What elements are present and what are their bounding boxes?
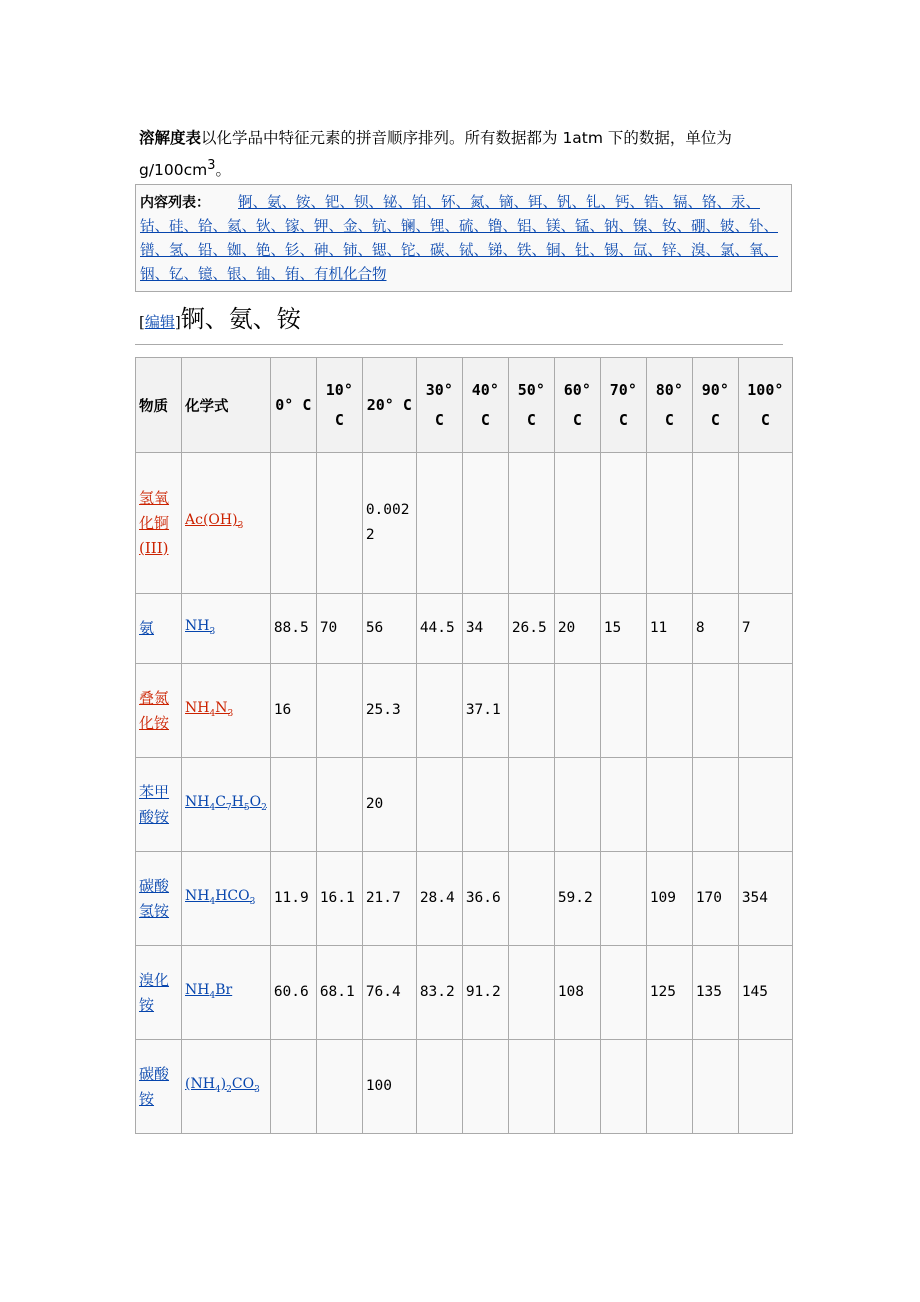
toc-link[interactable]: 锆 [644, 195, 659, 211]
toc-separator: 、 [252, 195, 267, 211]
table-row [136, 852, 793, 946]
value-cell [600, 946, 646, 1040]
col-header-100c: 100° C [738, 358, 792, 453]
toc-link[interactable]: 硅 [169, 219, 184, 235]
intro-text: 以化学品中特征元素的拼音顺序排列。所有数据都为 1atm 下的数据，单位为 g/100cm [139, 129, 732, 180]
toc-separator: 、 [763, 243, 778, 259]
toc-link[interactable]: 硼 [691, 219, 706, 235]
toc-link[interactable]: 铅 [198, 243, 213, 259]
toc-link[interactable]: 铁 [517, 243, 532, 259]
value-cell [646, 664, 692, 758]
value-cell: 59.2 [554, 852, 600, 946]
toc-separator: 、 [618, 219, 633, 235]
toc-separator: 、 [368, 195, 383, 211]
toc-link[interactable]: 氦 [227, 219, 242, 235]
value-cell: 70 [316, 594, 362, 664]
value-cell [508, 664, 554, 758]
value-cell: 16.1 [316, 852, 362, 946]
value-cell [554, 758, 600, 852]
substance-link[interactable]: 氢氧化锕(III) [139, 488, 170, 557]
toc-link[interactable]: 铜 [546, 243, 561, 259]
value-cell [416, 1040, 462, 1134]
toc-separator: 、 [397, 195, 412, 211]
value-cell [316, 664, 362, 758]
toc-link[interactable]: 钆 [586, 195, 601, 211]
substance-link[interactable]: 氨 [139, 619, 155, 637]
toc-link[interactable]: 有机化合物 [314, 267, 387, 283]
formula-link[interactable]: $NH_4N_3$ [185, 699, 234, 719]
col-header-formula: 化学式 [182, 358, 271, 453]
value-cell: 354 [738, 852, 792, 946]
value-cell [692, 453, 738, 594]
toc-separator: 、 [270, 267, 285, 283]
toc-link[interactable]: 铬 [702, 195, 717, 211]
toc-link[interactable]: 钍 [575, 243, 590, 259]
toc-separator: 、 [270, 243, 285, 259]
value-cell [554, 453, 600, 594]
toc-separator: 、 [618, 243, 633, 259]
value-cell [416, 758, 462, 852]
col-header-90c: 90° C [692, 358, 738, 453]
toc-link[interactable]: 镍 [633, 219, 648, 235]
formula-cell [182, 664, 271, 758]
value-cell [646, 758, 692, 852]
value-cell: 36.6 [462, 852, 508, 946]
toc-separator: 、 [629, 195, 644, 211]
toc-separator: 、 [473, 219, 488, 235]
toc-separator: 、 [676, 243, 691, 259]
value-cell: 11 [646, 594, 692, 664]
value-cell [600, 664, 646, 758]
value-cell [462, 453, 508, 594]
value-cell [416, 664, 462, 758]
value-cell [462, 758, 508, 852]
value-cell [270, 1040, 316, 1134]
table-row [136, 453, 793, 594]
col-header-40c: 40° C [462, 358, 508, 453]
toc-link[interactable]: 锑 [488, 243, 503, 259]
toc-link[interactable]: 钾 [314, 219, 329, 235]
toc-link[interactable]: 铵 [296, 195, 311, 211]
toc-separator: 、 [212, 267, 227, 283]
toc-link[interactable]: 镓 [285, 219, 300, 235]
toc-link[interactable]: 氢 [169, 243, 184, 259]
formula-cell [182, 758, 271, 852]
toc-separator: 、 [589, 219, 604, 235]
toc-link[interactable]: 锕 [238, 195, 253, 211]
toc-link[interactable]: 锰 [575, 219, 590, 235]
toc-link[interactable]: 锶 [372, 243, 387, 259]
toc-link[interactable]: 镧 [401, 219, 416, 235]
toc-link[interactable]: 镁 [546, 219, 561, 235]
toc-separator: 、 [386, 219, 401, 235]
toc-link[interactable]: 铒 [528, 195, 543, 211]
value-cell [270, 758, 316, 852]
value-cell [692, 758, 738, 852]
col-header-10c: 10° C [316, 358, 362, 453]
toc-link[interactable]: 铊 [401, 243, 416, 259]
toc-link[interactable]: 镨 [140, 243, 155, 259]
toc-separator: 、 [658, 195, 673, 211]
toc-link[interactable]: 镥 [488, 219, 503, 235]
value-cell: 0.0022 [362, 453, 416, 594]
toc-link[interactable]: 钠 [604, 219, 619, 235]
toc-separator: 、 [716, 195, 731, 211]
value-cell [600, 852, 646, 946]
toc-link[interactable]: 铝 [517, 219, 532, 235]
substance-cell [136, 664, 182, 758]
table-row [136, 946, 793, 1040]
toc-separator: 、 [734, 219, 749, 235]
section-title: 锕、氨、铵 [180, 305, 301, 333]
intro-bold-term: 溶解度表 [139, 129, 202, 147]
toc-link[interactable]: 钕 [662, 219, 677, 235]
toc-separator: 、 [154, 243, 169, 259]
toc-link[interactable]: 汞 [731, 195, 746, 211]
toc-link[interactable]: 镱 [198, 267, 213, 283]
toc-separator: 、 [310, 195, 325, 211]
substance-link[interactable]: 叠氮化铵 [139, 688, 170, 732]
formula-link[interactable]: $NH_3$ [185, 617, 216, 637]
toc-link[interactable]: 氨 [267, 195, 282, 211]
toc-separator: 、 [745, 195, 760, 211]
value-cell: 26.5 [508, 594, 554, 664]
toc-title: 内容列表： [140, 195, 210, 211]
substance-cell [136, 758, 182, 852]
toc-link[interactable]: 钐 [285, 243, 300, 259]
toc-link[interactable]: 溴 [691, 243, 706, 259]
value-cell [508, 1040, 554, 1134]
toc-link[interactable]: 钙 [615, 195, 630, 211]
substance-cell [136, 453, 182, 594]
value-cell [738, 453, 792, 594]
toc-separator: 、 [473, 243, 488, 259]
value-cell [508, 852, 554, 946]
value-cell [600, 1040, 646, 1134]
value-cell: 7 [738, 594, 792, 664]
toc-separator: 、 [415, 243, 430, 259]
value-cell [554, 664, 600, 758]
toc-link[interactable]: 铪 [198, 219, 213, 235]
value-cell: 88.5 [270, 594, 316, 664]
toc-separator: 、 [687, 195, 702, 211]
toc-link[interactable]: 铈 [343, 243, 358, 259]
toc-separator: 、 [339, 195, 354, 211]
substance-link[interactable]: 碳酸铵 [139, 1064, 170, 1108]
value-cell: 91.2 [462, 946, 508, 1040]
value-cell: 170 [692, 852, 738, 946]
toc-link[interactable]: 铯 [256, 243, 271, 259]
toc-separator: 、 [444, 219, 459, 235]
value-cell: 56 [362, 594, 416, 664]
formula-cell [182, 453, 271, 594]
value-cell [316, 758, 362, 852]
toc-separator: 、 [560, 243, 575, 259]
value-cell: 68.1 [316, 946, 362, 1040]
solubility-table [135, 357, 793, 1134]
value-cell [738, 664, 792, 758]
toc-link[interactable]: 铋 [383, 195, 398, 211]
toc-separator: 、 [444, 243, 459, 259]
toc-link[interactable]: 钒 [557, 195, 572, 211]
heading-divider [135, 344, 783, 345]
intro-sup: 3 [207, 158, 216, 173]
toc-separator: 、 [531, 243, 546, 259]
toc-link[interactable]: 铂 [412, 195, 427, 211]
value-cell [554, 1040, 600, 1134]
toc-separator: 、 [154, 219, 169, 235]
formula-link[interactable]: $NH_4HCO_3$ [185, 887, 256, 907]
toc-link[interactable]: 银 [227, 267, 242, 283]
toc-link[interactable]: 钋 [749, 219, 764, 235]
toc-separator: 、 [647, 219, 662, 235]
toc-link[interactable]: 铟 [140, 267, 155, 283]
value-cell [508, 758, 554, 852]
toc-separator: 、 [241, 219, 256, 235]
toc-link[interactable]: 氮 [470, 195, 485, 211]
toc-separator: 、 [328, 243, 343, 259]
value-cell: 125 [646, 946, 692, 1040]
value-cell: 135 [692, 946, 738, 1040]
value-cell: 109 [646, 852, 692, 946]
value-cell [692, 1040, 738, 1134]
toc-link[interactable]: 钡 [354, 195, 369, 211]
substance-link[interactable]: 溴化铵 [139, 970, 170, 1014]
value-cell: 37.1 [462, 664, 508, 758]
value-cell [738, 1040, 792, 1134]
toc-separator: 、 [183, 243, 198, 259]
value-cell: 21.7 [362, 852, 416, 946]
toc-separator: 、 [212, 243, 227, 259]
value-cell: 11.9 [270, 852, 316, 946]
toc-separator: 、 [328, 219, 343, 235]
substance-cell [136, 852, 182, 946]
col-header-50c: 50° C [508, 358, 554, 453]
toc-separator: 、 [241, 243, 256, 259]
toc-separator: 、 [270, 219, 285, 235]
substance-link[interactable]: 碳酸氢铵 [139, 876, 170, 920]
value-cell: 100 [362, 1040, 416, 1134]
value-cell [316, 1040, 362, 1134]
toc-separator: 、 [502, 219, 517, 235]
toc-link[interactable]: 金 [343, 219, 358, 235]
toc-separator: 、 [542, 195, 557, 211]
value-cell: 25.3 [362, 664, 416, 758]
value-cell: 76.4 [362, 946, 416, 1040]
toc-separator: 、 [600, 195, 615, 211]
toc-separator: 、 [763, 219, 778, 235]
toc-link[interactable]: 氧 [749, 243, 764, 259]
toc-link[interactable]: 镉 [673, 195, 688, 211]
toc-link[interactable]: 铀 [256, 267, 271, 283]
table-row [136, 664, 793, 758]
toc-links [140, 195, 778, 283]
toc-separator: 、 [734, 243, 749, 259]
value-cell: 145 [738, 946, 792, 1040]
value-cell [316, 453, 362, 594]
value-cell [646, 1040, 692, 1134]
substance-cell [136, 1040, 182, 1134]
toc-link[interactable]: 铷 [227, 243, 242, 259]
formula-cell [182, 946, 271, 1040]
toc-link[interactable]: 钪 [372, 219, 387, 235]
table-of-contents [135, 184, 792, 292]
value-cell [600, 758, 646, 852]
toc-separator: 、 [281, 195, 296, 211]
edit-section-link[interactable]: 编辑 [144, 313, 175, 331]
toc-link[interactable]: 锂 [430, 219, 445, 235]
toc-link[interactable]: 铽 [459, 243, 474, 259]
formula-link[interactable]: $NH_4Br$ [185, 981, 233, 1001]
edit-section-link-wrapper: [编辑] [139, 313, 181, 331]
toc-link[interactable]: 碳 [430, 243, 445, 259]
toc-link[interactable]: 硫 [459, 219, 474, 235]
formula-link[interactable]: $Ac(OH)_3$ [185, 512, 244, 531]
toc-separator: 、 [502, 243, 517, 259]
toc-separator: 、 [212, 219, 227, 235]
substance-cell [136, 946, 182, 1040]
value-cell: 20 [362, 758, 416, 852]
toc-separator: 、 [299, 243, 314, 259]
toc-separator: 、 [386, 243, 401, 259]
toc-separator: 、 [484, 195, 499, 211]
toc-separator: 、 [589, 243, 604, 259]
toc-separator: 、 [154, 267, 169, 283]
value-cell [508, 946, 554, 1040]
toc-link[interactable]: 氙 [633, 243, 648, 259]
toc-link[interactable]: 钬 [256, 219, 271, 235]
value-cell [600, 453, 646, 594]
toc-separator: 、 [705, 243, 720, 259]
toc-link[interactable]: 铕 [285, 267, 300, 283]
intro-end: 。 [215, 161, 232, 180]
formula-cell [182, 594, 271, 664]
value-cell: 15 [600, 594, 646, 664]
table-header-row [136, 358, 793, 453]
table-row [136, 758, 793, 852]
formula-link[interactable]: $(NH_4)_2CO_3$ [185, 1075, 260, 1095]
toc-separator: 、 [560, 219, 575, 235]
toc-link[interactable]: 钚 [441, 195, 456, 211]
toc-separator: 、 [647, 243, 662, 259]
toc-separator: 、 [513, 195, 528, 211]
toc-link[interactable]: 锡 [604, 243, 619, 259]
toc-link[interactable]: 铍 [720, 219, 735, 235]
value-cell: 108 [554, 946, 600, 1040]
value-cell [508, 453, 554, 594]
col-header-70c: 70° C [600, 358, 646, 453]
col-header-20c: 20° C [362, 358, 416, 453]
value-cell [692, 664, 738, 758]
value-cell: 44.5 [416, 594, 462, 664]
toc-link[interactable]: 砷 [314, 243, 329, 259]
toc-link[interactable]: 氯 [720, 243, 735, 259]
formula-cell [182, 852, 271, 946]
value-cell: 34 [462, 594, 508, 664]
toc-separator: 、 [299, 219, 314, 235]
value-cell: 83.2 [416, 946, 462, 1040]
value-cell [738, 758, 792, 852]
toc-separator: 、 [357, 219, 372, 235]
substance-cell [136, 594, 182, 664]
toc-separator: 、 [415, 219, 430, 235]
col-header-60c: 60° C [554, 358, 600, 453]
substance-link[interactable]: 苯甲酸铵 [139, 782, 170, 826]
toc-separator: 、 [571, 195, 586, 211]
col-header-30c: 30° C [416, 358, 462, 453]
table-row [136, 594, 793, 664]
value-cell [462, 1040, 508, 1134]
formula-cell [182, 1040, 271, 1134]
toc-separator: 、 [426, 195, 441, 211]
col-header-80c: 80° C [646, 358, 692, 453]
toc-separator: 、 [455, 195, 470, 211]
value-cell [646, 453, 692, 594]
toc-link[interactable]: 镝 [499, 195, 514, 211]
table-row [136, 1040, 793, 1134]
formula-link[interactable]: $NH_4C_7H_5O_2$ [185, 793, 267, 813]
section-heading [139, 302, 301, 339]
toc-separator: 、 [183, 267, 198, 283]
value-cell [416, 453, 462, 594]
toc-link[interactable]: 钯 [325, 195, 340, 211]
toc-separator: 、 [357, 243, 372, 259]
value-cell [270, 453, 316, 594]
toc-separator: 、 [299, 267, 314, 283]
toc-link[interactable]: 钇 [169, 267, 184, 283]
value-cell: 28.4 [416, 852, 462, 946]
intro-paragraph [139, 125, 789, 184]
toc-separator: 、 [531, 219, 546, 235]
toc-separator: 、 [183, 219, 198, 235]
toc-link[interactable]: 钴 [140, 219, 155, 235]
col-header-0c: 0° C [270, 358, 316, 453]
toc-link[interactable]: 锌 [662, 243, 677, 259]
toc-separator: 、 [676, 219, 691, 235]
toc-separator: 、 [241, 267, 256, 283]
value-cell: 16 [270, 664, 316, 758]
value-cell: 20 [554, 594, 600, 664]
value-cell: 8 [692, 594, 738, 664]
toc-separator: 、 [705, 219, 720, 235]
col-header-substance: 物质 [136, 358, 182, 453]
value-cell: 60.6 [270, 946, 316, 1040]
